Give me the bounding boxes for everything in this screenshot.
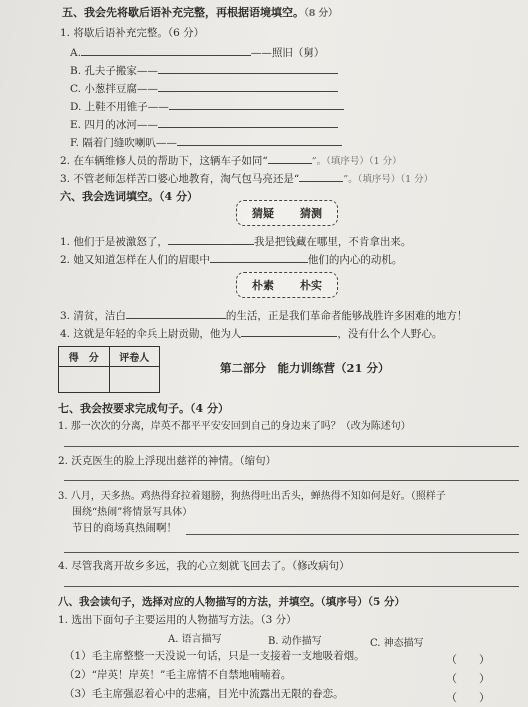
score-cell[interactable] [59,367,110,393]
s8-option-a: A. 语言描写 [168,634,222,645]
section-5-title [62,6,338,20]
s5-q2-pre: 2. 在车辆维修人员的帮助下，这辆车子如同“ [60,155,268,167]
s6-q1-blank[interactable] [168,234,254,245]
s5-item-e-blank[interactable] [158,117,338,128]
s6-q4-post: ，没有什么个人野心。 [337,328,443,340]
s5-q3-pre: 3. 不管老师怎样苦口婆心地教育，淘气包马亮还是“ [60,173,300,185]
s5-item-f-blank[interactable] [177,135,342,146]
s5-q3-blank[interactable] [299,171,343,182]
s5-item-b-blank[interactable] [158,63,338,74]
s5-item-e [70,117,338,132]
section-7-title: 七、我会按要求完成句子。（4 分） [58,402,229,415]
section-5-title-text: 五、我会先将歇后语补充完整，再根据语境填空。 [62,6,304,19]
word-box-1 [236,200,338,226]
s8-sentence-3: （3）毛主席强忍着心中的悲痛，目光中流露出无限的眷恋。 [64,688,344,700]
s5-item-a [70,45,324,60]
s8-option-b: B. 动作描写 [268,636,322,647]
word-box-1-word-1: 猜疑 [252,207,274,220]
word-box-1-word-2: 猜测 [300,207,322,220]
s5-q1: 1. 将歇后语补充完整。（6 分） [60,27,205,39]
s5-item-a-tail: ——照旧（舅） [250,47,325,59]
s7-q3-answer-line-1[interactable] [186,534,519,535]
s5-item-d [70,99,344,114]
s7-q1-answer-line[interactable] [64,446,519,447]
s8-option-c: C. 神态描写 [370,638,424,649]
s6-q2 [60,252,402,267]
s6-q1 [60,234,411,249]
s7-q3-line2: 围绕“热闹”将情景写具体） [72,507,193,518]
s5-item-b-text: B. 孔夫子搬家—— [70,65,158,77]
s7-q1: 1. 那一次次的分离，岸英不都平平安安回到自己的身边来了吗？（改为陈述句） [58,421,411,432]
s6-q4 [60,326,442,341]
grader-cell[interactable] [109,367,160,393]
s6-q4-blank[interactable] [241,326,337,337]
s5-item-a-label: A. [70,47,81,59]
s8-sentence-2: （2）“岸英！岸英！”毛主席情不自禁地喃喃着。 [64,669,292,681]
word-box-2-word-2: 朴实 [300,279,322,292]
s8-answer-2[interactable]: （ ） [446,672,490,685]
s6-q1-post: 我是把钱藏在哪里，不肯拿出来。 [253,236,412,248]
score-label: 得 分 [59,347,110,367]
score-box [58,346,160,393]
s7-q3-answer-line-2[interactable] [64,552,519,553]
s7-q2-answer-line[interactable] [64,480,519,481]
section-6-title: 六、我会选词填空。（4 分） [60,190,198,203]
s5-q3 [60,171,433,186]
s5-item-b [70,63,338,78]
s7-q3-example: 节日的商场真热闹啊！ [72,522,177,534]
s6-q1-pre: 1. 他们于是被激怒了， [60,236,168,248]
s7-q4-answer-line[interactable] [64,586,519,587]
s5-item-a-blank[interactable] [81,45,251,56]
s6-q3-pre: 3. 清贫，洁白 [60,310,126,322]
s6-q4-pre: 4. 这就是年轻的伞兵上尉贡勋，他为人 [60,328,242,340]
section-5-points: （8 分） [304,8,338,19]
word-box-2-word-1: 朴素 [252,279,274,292]
s5-q2-blank[interactable] [268,153,312,164]
s5-item-d-blank[interactable] [169,99,344,110]
grader-label: 评卷人 [109,347,160,367]
s8-sentence-1: （1）毛主席整整一天没说一句话，只是一支接着一支地吸着烟。 [64,650,365,662]
s6-q3-blank[interactable] [126,308,226,319]
s8-q1: 1. 选出下面句子主要运用的人物描写方法。（3 分） [58,614,297,626]
s8-answer-3[interactable]: （ ） [446,691,490,704]
s5-q3-post: ”。（填序号）（1 分） [343,174,434,185]
word-box-2 [236,272,338,298]
s5-q2-post: ”。（填序号）（1 分） [311,156,402,167]
section-8-title: 八、我会读句子，选择对应的人物描写的方法，并填空。（填序号）（5 分） [58,596,405,608]
s6-q3-post: 的生活，正是我们革命者能够战胜许多困难的地方！ [225,310,468,322]
part-2-heading: 第二部分 能力训练营（21 分） [220,361,390,375]
s5-item-c-blank[interactable] [158,81,338,92]
s5-item-d-text: D. 上鞋不用锥子—— [70,101,169,113]
s8-answer-1[interactable]: （ ） [446,653,490,666]
s5-q2 [60,153,402,168]
s6-q2-pre: 2. 她又知道怎样在人们的眉眼中 [60,254,210,266]
s6-q2-post: 他们的内心的动机。 [307,254,403,266]
s6-q2-blank[interactable] [210,252,308,263]
s5-item-f [70,135,342,150]
s5-item-f-text: F. 隔着门缝吹喇叭—— [70,137,177,149]
s7-q4: 4. 尽管我离开故乡多远，我的心立刻就飞回去了。（修改病句） [58,560,350,572]
s7-q3-line1: 3. 八月，天多热。鸡热得耷拉着翅膀，狗热得吐出舌头，蝉热得不知如何是好。（照样子 [58,491,446,502]
s7-q2: 2. 沃克医生的脸上浮现出慈祥的神情。（缩句） [58,455,277,467]
s6-q3 [60,308,467,323]
s5-item-c [70,81,338,96]
s5-item-c-text: C. 小葱拌豆腐—— [70,83,158,95]
s5-item-e-text: E. 四月的冰河—— [70,119,158,131]
